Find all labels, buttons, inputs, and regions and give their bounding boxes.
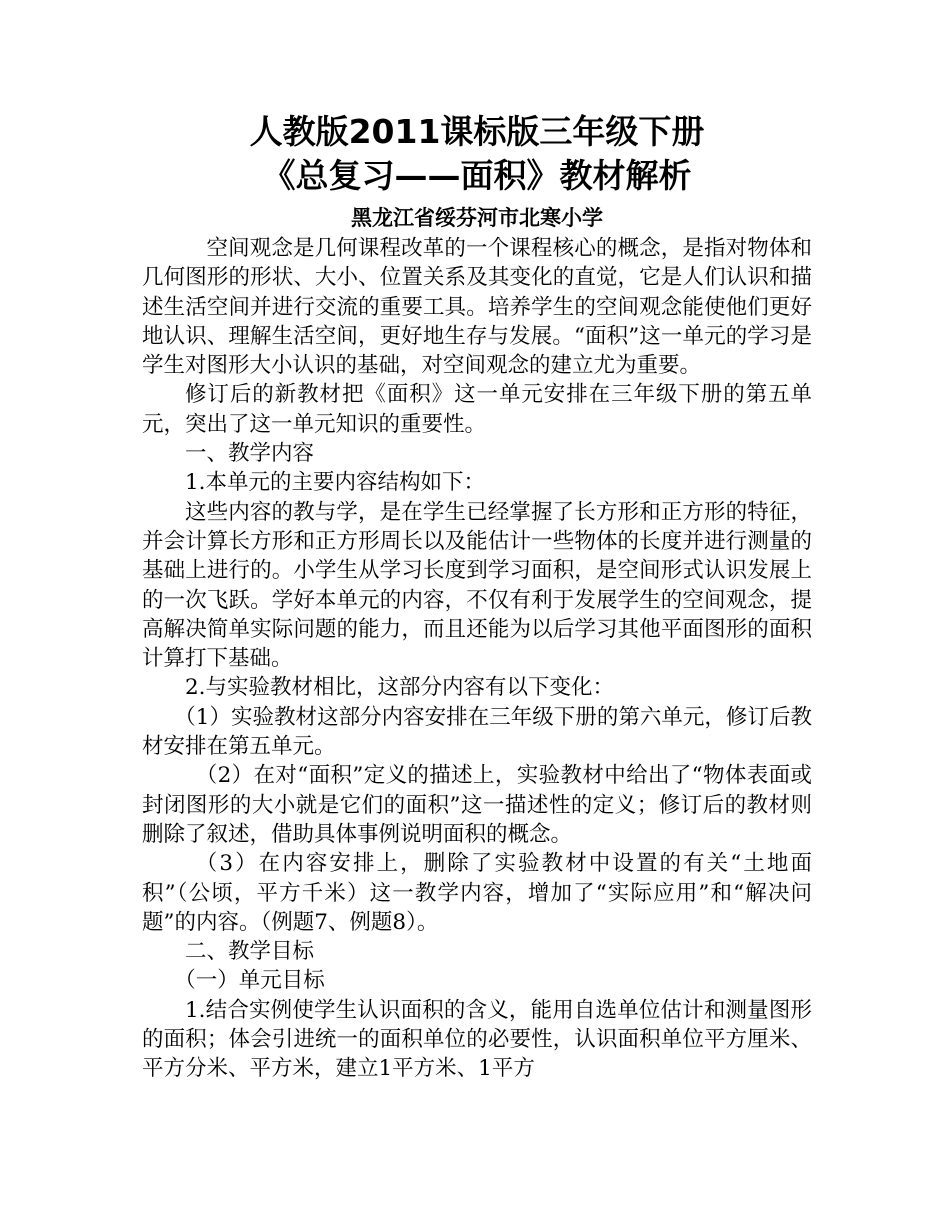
document-page [142,110,812,1084]
section-heading-teaching-content: 一、教学内容 [185,441,315,467]
paragraph-content-basis: 这些内容的教与学，是在学生已经掌握了长方形和正方形的特征，并会计算长方形和正方形周长以及能估计一些物体的长度并进行测量的基础上进行的。小学生从学习长度到学习面积，是空间形式认识发展上的一次飞跃。学好本单元的内容，不仅有利于发展学生的空间观念，提高解决简单实际问题的能力，而且还能为以后学习其他平面图形的面积计算打下基础。 [142,499,812,672]
paragraph-change-2: （2）在对“面积”定义的描述上，实验教材中给出了“物体表面或封闭图形的大小就是它们的面积”这一描述性的定义；修订后的教材则删除了叙述，借助具体事例说明面积的概念。 [142,763,812,847]
paragraph-intro: 空间观念是几何课程改革的一个课程核心的概念，是指对物体和几何图形的形状、大小、位置关系及其变化的直觉，它是人们认识和描述生活空间并进行交流的重要工具。培养学生的空间观念能使他们更好地认识、理解生活空间，更好地生存与发展。“面积”这一单元的学习是学生对图形大小认识的基础，对空间观念的建立尤为重要。 [142,236,812,379]
subheading-unit-goals: （一）单元目标 [174,968,325,994]
section-heading-teaching-goals: 二、教学目标 [185,939,315,965]
paragraph-goal-1: 1.结合实例使学生认识面积的含义，能用自选单位估计和测量图形的面积；体会引进统一的面积单位的必要性，认识面积单位平方厘米、平方分米、平方米，建立1平方米、1平方 [142,997,812,1082]
paragraph-change-3: （3）在内容安排上，删除了实验教材中设置的有关“土地面积”（公顷，平方千米）这一教学内容，增加了“实际应用”和“解决问题”的内容。（例题7、例题8）。 [142,851,812,935]
document-title [142,110,812,198]
subheading-content-structure: 1.本单元的主要内容结构如下： [185,470,486,496]
author-school: 黑龙江省绥芬河市北寒小学 [351,206,603,230]
title-line-1: 人教版2011课标版三年级下册 [249,112,705,151]
paragraph-revision: 修订后的新教材把《面积》这一单元安排在三年级下册的第五单元，突出了这一单元知识的重要性。 [142,382,812,437]
paragraph-change-1: （1）实验教材这部分内容安排在三年级下册的第六单元，修订后教材安排在第五单元。 [142,704,812,760]
title-line-2: 《总复习——面积》教材解析 [262,156,692,195]
subheading-changes: 2.与实验教材相比，这部分内容有以下变化： [185,675,615,701]
